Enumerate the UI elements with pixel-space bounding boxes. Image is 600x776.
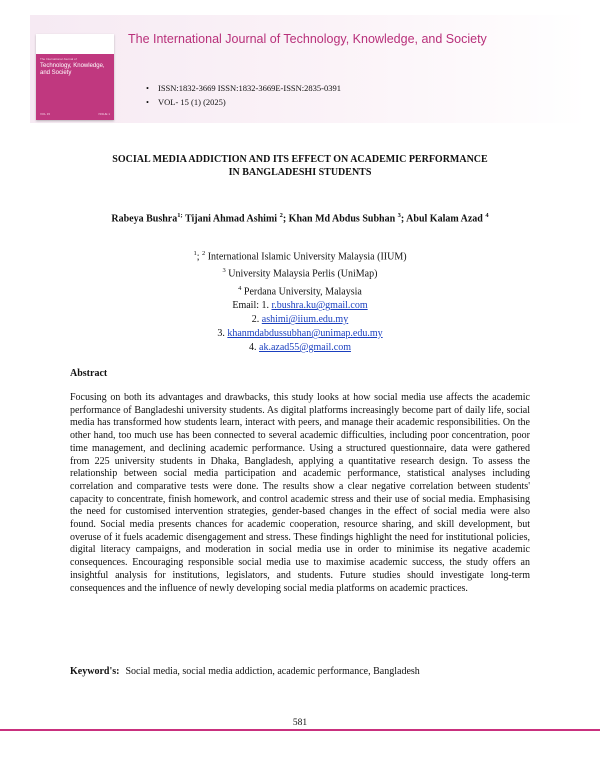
cover-footer (40, 112, 110, 116)
affiliation-text: University Malaysia Perlis (UniMap) (225, 268, 378, 280)
keywords-label: Keyword's: (70, 666, 120, 677)
email-number: 2. (251, 313, 262, 325)
affiliation-sup: 4 (238, 284, 242, 292)
author-affiliation-sup: 2 (279, 212, 283, 219)
email-link[interactable]: ashimi@iium.edu.my (261, 313, 349, 325)
keywords (70, 666, 420, 677)
journal-meta-list (146, 81, 341, 109)
author-name: Khan Md Abdus Subhan (288, 213, 396, 225)
journal-issn: • ISSN:1832-3669 ISSN:1832-3669E-ISSN:2835-0391 (146, 81, 341, 95)
author-list (100, 208, 500, 227)
author-separator: ; (282, 213, 289, 225)
paper-title (40, 153, 560, 179)
cover-title: Technology, Knowledge, and Society (40, 63, 105, 76)
cover-footer-right: ISSUE 1 (98, 112, 110, 116)
email-link[interactable]: ak.azad55@gmail.com (259, 341, 351, 353)
cover-top-band (36, 34, 114, 54)
email-line (100, 299, 500, 313)
journal-name: The International Journal of Technology, Knowledge, and Society (128, 32, 487, 46)
journal-cover-image (36, 34, 114, 120)
page-number: 581 (292, 718, 308, 728)
author-name: Abul Kalam Azad (406, 213, 483, 225)
journal-volume: • VOL- 15 (1) (2025) (146, 95, 341, 109)
email-label: Email: (232, 299, 262, 311)
author-affiliation-sup: 1; (177, 212, 183, 219)
cover-footer-left: VOL 15 (40, 112, 51, 116)
email-link[interactable]: r.bushra.ku@gmail.com (271, 299, 368, 311)
email-link[interactable]: khanmdabdussubhan@unimap.edu.my (227, 327, 383, 339)
paper-title-line-1: SOCIAL MEDIA ADDICTION AND ITS EFFECT ON ACADEMIC PERFORMANCE (112, 154, 488, 165)
author-name: Tijani Ahmad Ashimi (185, 213, 278, 225)
affiliation-sup: 1 (193, 250, 197, 257)
affiliation-line (100, 264, 500, 281)
email-number: 3. (217, 327, 228, 339)
email-line (100, 327, 500, 341)
email-number: 4. (249, 341, 260, 353)
affiliation-line (100, 247, 500, 264)
affiliation-text: International Islamic University Malaysia (IIUM) (205, 251, 407, 263)
abstract-text: Focusing on both its advantages and drawbacks, this study looks at how social media use affects the academic performance of Bangladeshi university students. As digital platforms increasingly become part of daily life, social media has transformed how students learn, interact with peers, and manage their academic responsibilities. On the other hand, too much use has been connected to several academic difficulties, including poor concentration, poor time management, and declining academic performance. Using a structured questionnaire, data were gathered from 225 university students in Dhaka, Bangladesh, applying a quantitative research design. To assess the relationship between social media participation and academic performance, statistical analyses including correlation and comparative tests were done. The results show a clear negative correlation between students' capacity to concentrate, finish homework, and control academic stress and their use of social media. Emphasising the need for customised intervention strategies, gender-based changes in the effect of social media were also found. Social media presents chances for academic cooperation, resource sharing, and skill development, but overuse of it fuels academic disengagement and stress. These findings highlight the need for institutional policies, digital literacy campaigns, and moderation in social media use in order to minimise its negative academic consequences. Encouraging responsible social media use to maximise academic success, the study offers an insightful analysis for institutions, legislators, and students. Future studies should investigate long-term consequences and the influence of newly developing social media platforms on academic practices. (70, 392, 530, 594)
email-line (100, 313, 500, 327)
affiliation-line (100, 282, 500, 299)
paper-title-line-2: IN BANGLADESHI STUDENTS (228, 167, 372, 178)
author-separator: ; (400, 213, 407, 225)
email-number: 1. (261, 299, 272, 311)
email-line (100, 341, 500, 355)
keywords-text: Social media, social media addiction, academic performance, Bangladesh (125, 666, 420, 677)
affiliation-sup: 2 (201, 250, 206, 257)
footer-rule (0, 729, 600, 731)
author-name: Rabeya Bushra (111, 213, 178, 225)
affiliation-sup: 3 (222, 267, 226, 275)
abstract-heading: Abstract (70, 368, 108, 379)
affiliation-text: Perdana University, Malaysia (241, 285, 362, 297)
author-affiliation-sup: 4 (485, 212, 489, 219)
affiliation-separator: ; (196, 251, 202, 263)
author-affiliation-sup: 3 (397, 212, 401, 219)
affiliations (100, 247, 500, 355)
cover-small-line: The International Journal of (40, 57, 77, 61)
